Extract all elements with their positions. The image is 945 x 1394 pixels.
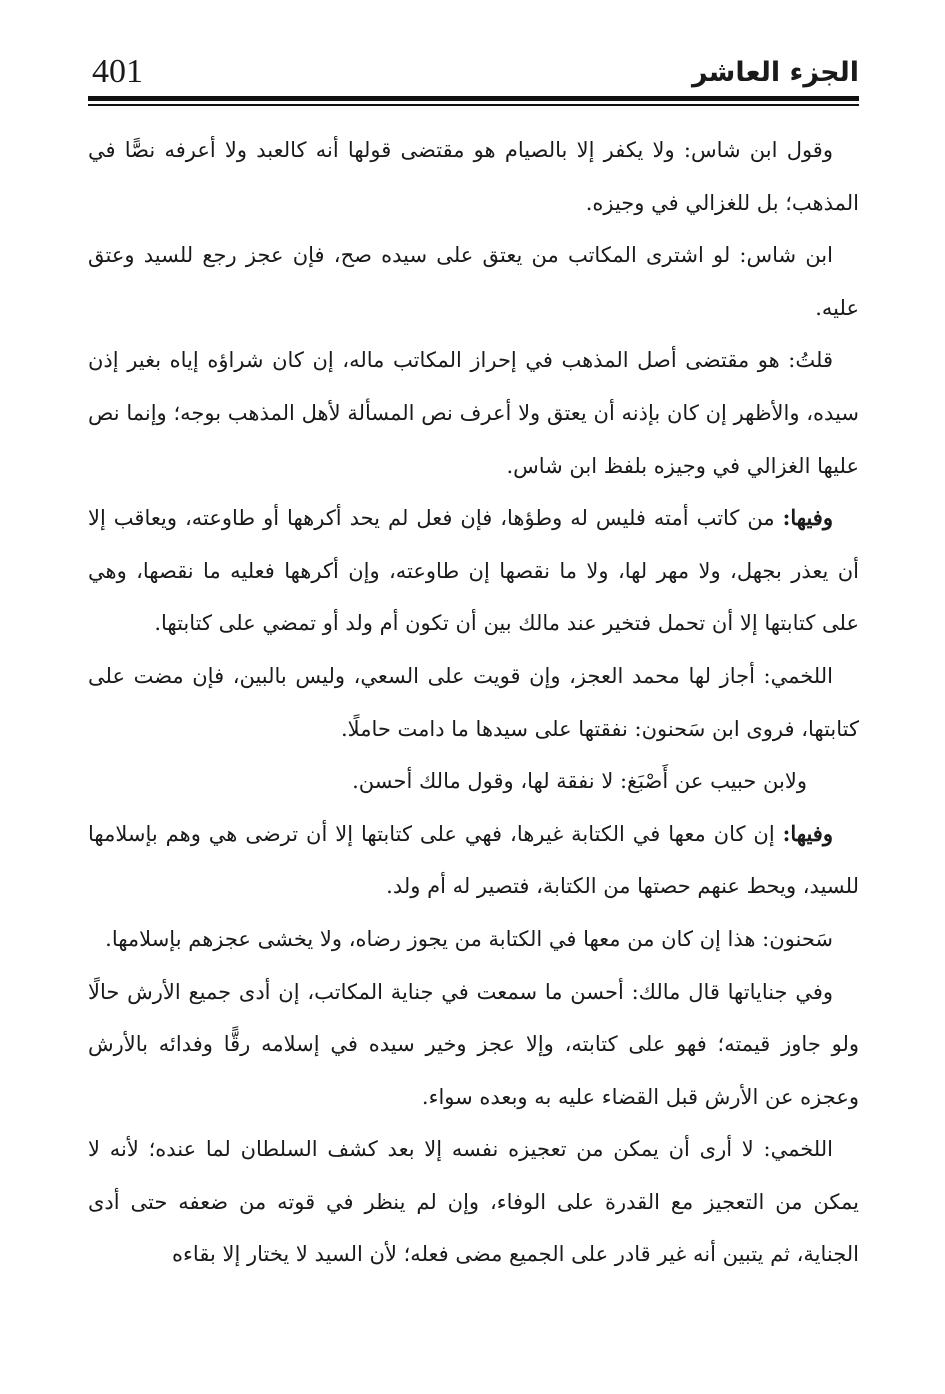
paragraph bbox=[88, 1123, 859, 1281]
paragraph bbox=[88, 124, 859, 229]
paragraph-text: ولابن حبيب عن أَصْبَغ: لا نفقة لها، وقول مالك أحسن. bbox=[352, 769, 807, 794]
part-title: الجزء العاشر bbox=[692, 57, 859, 88]
paragraph-text: وقول ابن شاس: ولا يكفر إلا بالصيام هو مقتضى قولها أنه كالعبد ولا أعرفه نصًّا في المذهب؛ بل للغزالي في وجيزه. bbox=[88, 138, 859, 215]
paragraph bbox=[88, 966, 859, 1124]
paragraph bbox=[88, 492, 859, 650]
paragraph-text: من كاتب أمته فليس له وطؤها، فإن فعل لم يحد أكرهها أو طاوعته، ويعاقب إلا أن يعذر بجهل، ولا مهر لها، ولا ما نقصها إن طاوعته، وإن أكرهها فعليه ما نقصها، وهي على كتابتها إلا أن تحمل فتخير عند مالك بين أن تكون أم ولد أو تمضي على كتابتها. bbox=[88, 506, 859, 636]
page-number: 401 bbox=[92, 53, 143, 90]
paragraph-text: قلتُ: هو مقتضى أصل المذهب في إحراز المكاتب ماله، إن كان شراؤه إياه بغير إذن سيده، والأظهر إن كان بإذنه أن يعتق ولا أعرف نص المسألة لأهل المذهب بوجه؛ وإنما نص عليها الغزالي في وجيزه بلفظ ابن شاس. bbox=[88, 348, 859, 478]
paragraph bbox=[88, 913, 859, 966]
paragraph bbox=[88, 755, 859, 808]
paragraph-text: ابن شاس: لو اشترى المكاتب من يعتق على سيده صح، فإن عجز رجع للسيد وعتق عليه. bbox=[88, 243, 859, 320]
running-header bbox=[88, 52, 859, 92]
paragraph bbox=[88, 229, 859, 334]
paragraph-lead: وفيها: bbox=[782, 820, 833, 846]
paragraph-text: اللخمي: أجاز لها محمد العجز، وإن قويت على السعي، وليس بالبين، فإن مضت على كتابتها، فروى ابن سَحنون: نفقتها على سيدها ما دامت حاملًا. bbox=[88, 663, 859, 741]
paragraph-text: وفي جناياتها قال مالك: أحسن ما سمعت في جناية المكاتب، إن أدى جميع الأرش حالًا ولو جاوز قيمته؛ فهو على كتابته، وإلا عجز وخير سيده في إسلامه رقًّا وفدائه بالأرش وعجزه عن الأرش قبل القضاء عليه به وبعده سواء. bbox=[88, 979, 859, 1109]
paragraph-text: اللخمي: لا أرى أن يمكن من تعجيزه نفسه إلا بعد كشف السلطان لما عنده؛ لأنه لا يمكن من التعجيز مع القدرة على الوفاء، وإن لم ينظر في قوته من ضعفه حتى أدى الجناية، ثم يتبين أنه غير قادر على الجميع مضى فعله؛ لأن السيد لا يختار إلا بقاءه bbox=[88, 1137, 859, 1267]
paragraph-text: سَحنون: هذا إن كان من معها في الكتابة من يجوز رضاه، ولا يخشى عجزهم بإسلامها. bbox=[105, 926, 833, 951]
header-rule-thick bbox=[88, 96, 859, 101]
paragraph bbox=[88, 808, 859, 913]
body-text bbox=[88, 124, 859, 1281]
paragraph bbox=[88, 334, 859, 492]
paragraph-lead: وفيها: bbox=[782, 505, 833, 531]
paragraph bbox=[88, 650, 859, 755]
header-rule-thin bbox=[88, 104, 859, 106]
paragraph-text: إن كان معها في الكتابة غيرها، فهي على كتابتها إلا أن ترضى هي وهم بإسلامها للسيد، ويحط عنهم حصتها من الكتابة، فتصير له أم ولد. bbox=[88, 821, 859, 899]
